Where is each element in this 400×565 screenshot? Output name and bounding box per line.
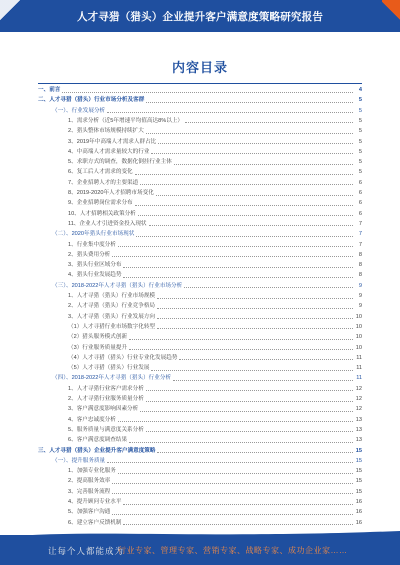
toc-leader-dots bbox=[118, 473, 353, 474]
toc-entry[interactable] bbox=[38, 179, 362, 187]
toc-entry[interactable] bbox=[38, 86, 362, 94]
toc-entry-page: 8 bbox=[358, 272, 362, 279]
toc-entry-title: （一）、提升服务质量 bbox=[52, 457, 106, 464]
toc-leader-dots bbox=[129, 349, 353, 350]
toc-entry[interactable] bbox=[38, 395, 362, 403]
toc-entry[interactable] bbox=[38, 488, 362, 496]
toc-entry-page: 11 bbox=[356, 365, 362, 372]
toc-entry-title: 4、中高端人才需求量较大的行业 bbox=[68, 148, 150, 155]
toc-leader-dots bbox=[112, 483, 353, 484]
toc-entry-page: 7 bbox=[358, 231, 362, 238]
toc-leader-dots bbox=[185, 122, 353, 123]
toc-entry-page: 5 bbox=[358, 159, 362, 166]
footer-slogan: 让每个人都能成为 bbox=[48, 546, 125, 556]
toc-entry[interactable] bbox=[38, 477, 362, 485]
toc-entry[interactable] bbox=[38, 168, 362, 176]
footer-tagline: 行业专家、管理专家、营销专家、战略专家、成功企业家…… bbox=[118, 546, 348, 555]
report-title: 人才寻猎（猎头）企业提升客户满意度策略研究报告 bbox=[76, 11, 324, 23]
toc-entry-title: （3）行业服务质量提升 bbox=[68, 344, 128, 351]
toc-entry[interactable] bbox=[38, 271, 362, 279]
toc-entry[interactable] bbox=[38, 333, 362, 341]
toc-entry-title: 5、求职方式的调查，数据化倒挂行业主体 bbox=[68, 159, 172, 166]
toc-entry[interactable] bbox=[38, 189, 362, 197]
toc-entry-title: 4、猎头行业发展趋势 bbox=[68, 272, 122, 279]
toc-leader-dots bbox=[151, 370, 353, 371]
toc-entry-page: 15 bbox=[355, 457, 362, 464]
toc-leader-dots bbox=[118, 421, 353, 422]
toc-entry-page: 4 bbox=[358, 87, 362, 93]
toc-leader-dots bbox=[129, 339, 353, 340]
toc-entry-title: 二、人才寻猎（猎头）行业市场分析及客群 bbox=[38, 97, 145, 104]
toc-entry[interactable] bbox=[38, 230, 362, 238]
toc-leader-dots bbox=[123, 504, 353, 505]
toc-entry-title: （4）人才寻猎（猎头）行业专业化发展趋势 bbox=[68, 354, 178, 361]
toc-leader-dots bbox=[184, 287, 353, 288]
toc-leader-dots bbox=[129, 442, 353, 443]
toc-entry-page: 5 bbox=[358, 148, 362, 155]
toc-entry-page: 5 bbox=[358, 128, 362, 135]
toc-entry[interactable] bbox=[38, 447, 362, 455]
toc-leader-dots bbox=[118, 246, 353, 247]
page-header bbox=[0, 0, 400, 32]
toc-entry-page: 6 bbox=[358, 210, 362, 217]
toc-entry[interactable] bbox=[38, 210, 362, 218]
toc-entry[interactable] bbox=[38, 117, 362, 125]
toc-entry[interactable] bbox=[38, 457, 362, 465]
toc-entry-page: 12 bbox=[355, 385, 362, 392]
toc-entry-page: 6 bbox=[358, 179, 362, 186]
toc-leader-dots bbox=[146, 102, 353, 103]
toc-entry[interactable] bbox=[38, 241, 362, 249]
toc-entry-page: 9 bbox=[358, 282, 362, 289]
toc-entry-title: （一）、行业发展分析 bbox=[52, 107, 106, 114]
toc-leader-dots bbox=[140, 184, 353, 185]
toc-leader-dots bbox=[135, 205, 353, 206]
toc-entry[interactable] bbox=[38, 261, 362, 269]
toc-entry-page: 16 bbox=[355, 519, 362, 526]
toc-entry-page: 8 bbox=[358, 262, 362, 269]
toc-entry[interactable] bbox=[38, 199, 362, 207]
toc-entry[interactable] bbox=[38, 498, 362, 506]
toc-entry-page: 9 bbox=[358, 303, 362, 310]
toc-entry-page: 13 bbox=[355, 426, 362, 433]
toc-entry-title: 5、加强客户沟通 bbox=[68, 509, 111, 516]
toc-entry[interactable] bbox=[38, 323, 362, 331]
toc-entry-title: 3、客户满意度影响因素分析 bbox=[68, 406, 139, 413]
toc-entry-page: 7 bbox=[358, 241, 362, 248]
toc-entry-title: （2）猎头服务模式创新 bbox=[68, 334, 128, 341]
toc-leader-dots bbox=[174, 164, 353, 165]
toc-entry-page: 5 bbox=[358, 169, 362, 176]
toc-entry-title: 8、2019-2020年人才招聘市场变化 bbox=[68, 190, 154, 196]
toc-entry[interactable] bbox=[38, 374, 362, 382]
toc-entry[interactable] bbox=[38, 344, 362, 352]
toc-leader-dots bbox=[136, 236, 353, 237]
toc-entry[interactable] bbox=[38, 251, 362, 259]
toc-entry-title: 6、建立客户反馈机制 bbox=[68, 519, 122, 526]
toc-entry-page: 15 bbox=[355, 447, 362, 454]
toc-entry-title: 9、企业招聘岗位需求分布 bbox=[68, 200, 133, 207]
toc-leader-dots bbox=[149, 225, 353, 226]
header-accent-right bbox=[382, 0, 400, 32]
toc-entry-page: 10 bbox=[355, 323, 362, 330]
toc-entry-page: 16 bbox=[355, 509, 362, 516]
toc-entry-title: 4、提升顾问专业水平 bbox=[68, 499, 122, 505]
toc-entry[interactable] bbox=[38, 138, 362, 146]
toc-entry-page: 6 bbox=[358, 190, 362, 196]
toc-entry-page: 12 bbox=[355, 396, 362, 402]
toc-entry[interactable] bbox=[38, 148, 362, 156]
toc-entry-title: 2、猎头费用分析 bbox=[68, 251, 111, 258]
toc-entry[interactable] bbox=[38, 405, 362, 413]
toc-entry-title: 3、2019年中高端人才需求人群占比 bbox=[68, 138, 157, 145]
toc-entry-title: 1、需求分析（近5年增速平均值高达8%以上） bbox=[68, 117, 183, 124]
toc-entry[interactable] bbox=[38, 416, 362, 424]
toc-leader-dots bbox=[151, 153, 353, 154]
toc-leader-dots bbox=[123, 277, 353, 278]
toc-entry-title: 1、行业集中度分析 bbox=[68, 241, 116, 248]
toc-entry-title: 3、人才寻猎（猎头）行业发展方向 bbox=[68, 313, 156, 320]
toc-entry-page: 8 bbox=[358, 251, 362, 258]
toc-entry[interactable] bbox=[38, 220, 362, 228]
toc-entry[interactable] bbox=[38, 302, 362, 310]
toc-entry-page: 12 bbox=[355, 406, 362, 413]
toc-entry-title: 2、提高服务效率 bbox=[68, 478, 111, 485]
toc-entry-page: 15 bbox=[355, 468, 362, 475]
toc-entry-title: 6、复工后人才需求的变化 bbox=[68, 169, 133, 176]
toc-entry-title: 7、企业招聘人才的主要渠道 bbox=[68, 179, 139, 186]
toc-entry-title: 6、客户满意度调查结果 bbox=[68, 437, 128, 444]
toc-entry[interactable] bbox=[38, 364, 362, 372]
toc-entry[interactable] bbox=[38, 467, 362, 475]
toc-entry-title: 2、猎头整体市场规模持续扩大 bbox=[68, 128, 144, 135]
toc-entry[interactable] bbox=[38, 354, 362, 362]
toc-entry-page: 6 bbox=[358, 200, 362, 207]
toc-entry-title: （5）人才寻猎（猎头）行业发展 bbox=[68, 365, 150, 372]
toc-entry-title: （1）人才寻猎行业市场数字化转型 bbox=[68, 323, 156, 330]
toc-entry-title: （三）、2018-2022年人才寻猎（猎头）行业市场分析 bbox=[52, 282, 183, 289]
toc-leader-dots bbox=[107, 462, 353, 463]
toc-leader-dots bbox=[156, 195, 353, 196]
toc-entry[interactable] bbox=[38, 282, 362, 290]
toc-entry-title: 1、人才寻猎行业客户需求分析 bbox=[68, 385, 144, 392]
toc-entry[interactable] bbox=[38, 508, 362, 516]
toc-leader-dots bbox=[157, 308, 353, 309]
toc-entry-page: 7 bbox=[358, 220, 362, 227]
toc-leader-dots bbox=[62, 92, 353, 93]
toc-leader-dots bbox=[158, 143, 353, 144]
toc-entry-page: 15 bbox=[355, 478, 362, 485]
toc-leader-dots bbox=[107, 112, 353, 113]
page-footer bbox=[0, 535, 400, 565]
toc-entry-title: 1、人才寻猎（猎头）行业市场规模 bbox=[68, 293, 156, 299]
toc-leader-dots bbox=[173, 380, 353, 381]
toc-leader-dots bbox=[146, 401, 353, 402]
toc-leader-dots bbox=[146, 431, 353, 432]
toc-divider bbox=[38, 83, 362, 84]
toc-entry[interactable] bbox=[38, 426, 362, 434]
toc-leader-dots bbox=[157, 328, 353, 329]
toc-entry-page: 9 bbox=[358, 293, 362, 299]
toc-leader-dots bbox=[157, 452, 353, 453]
toc-entry[interactable] bbox=[38, 127, 362, 135]
toc-leader-dots bbox=[146, 133, 353, 134]
toc-entry-page: 5 bbox=[358, 97, 362, 104]
toc-entry[interactable] bbox=[38, 96, 362, 104]
toc-leader-dots bbox=[112, 256, 353, 257]
toc-entry-page: 11 bbox=[356, 354, 362, 361]
toc-entry-title: 一、前言 bbox=[38, 87, 61, 93]
toc-entry[interactable] bbox=[38, 519, 362, 527]
toc-entry-page: 5 bbox=[358, 138, 362, 145]
toc-entry-page: 5 bbox=[358, 107, 362, 114]
toc-entry[interactable] bbox=[38, 292, 362, 300]
toc-entry-title: 3、完善服务流程 bbox=[68, 488, 111, 495]
toc-entry-title: （四）、2018-2022年人才寻猎（猎头）行业分析 bbox=[52, 375, 172, 382]
toc-entry-title: 2、人才寻猎（猎头）行业竞争格局 bbox=[68, 303, 156, 310]
toc-heading: 内容目录 bbox=[171, 60, 228, 75]
toc-entry[interactable] bbox=[38, 107, 362, 115]
toc-entry[interactable] bbox=[38, 158, 362, 166]
toc-entry-title: 4、客户忠诚度分析 bbox=[68, 416, 116, 423]
toc-leader-dots bbox=[112, 514, 353, 515]
toc-entry-page: 10 bbox=[355, 344, 362, 351]
toc-leader-dots bbox=[179, 359, 353, 360]
toc-leader-dots bbox=[146, 390, 353, 391]
toc-entry-page: 5 bbox=[358, 117, 362, 124]
toc-leader-dots bbox=[112, 493, 353, 494]
toc-entry-title: 10、人才招聘相关政策分析 bbox=[68, 210, 136, 217]
toc-entry-page: 10 bbox=[355, 313, 362, 320]
toc-entry-page: 13 bbox=[355, 416, 362, 423]
footer-wave-decoration bbox=[0, 529, 400, 537]
toc-entry-page: 16 bbox=[355, 499, 362, 505]
toc-entry-title: 2、人才寻猎行业服务质量分析 bbox=[68, 396, 144, 402]
toc-entry-title: 11、企业人才引进资金投入现状 bbox=[68, 220, 147, 227]
toc-entry-page: 15 bbox=[355, 488, 362, 495]
toc-entry[interactable] bbox=[38, 436, 362, 444]
toc-entry[interactable] bbox=[38, 313, 362, 321]
toc-leader-dots bbox=[140, 411, 353, 412]
table-of-contents bbox=[38, 86, 362, 534]
toc-entry-page: 11 bbox=[356, 375, 362, 382]
toc-entry-title: 三、人才寻猎（猎头）企业提升客户满意度策略 bbox=[38, 447, 156, 454]
toc-entry-title: （二）、2020年猎头行业市场现状 bbox=[52, 231, 135, 238]
toc-entry-title: 3、猎头行业区域分布 bbox=[68, 262, 122, 269]
toc-leader-dots bbox=[123, 267, 353, 268]
toc-entry-title: 5、服务质量与满意度关系分析 bbox=[68, 426, 144, 433]
toc-leader-dots bbox=[135, 174, 353, 175]
toc-entry-title: 1、加强专业化服务 bbox=[68, 468, 116, 475]
toc-entry[interactable] bbox=[38, 385, 362, 393]
toc-entry-page: 13 bbox=[355, 437, 362, 444]
toc-leader-dots bbox=[123, 524, 353, 525]
toc-leader-dots bbox=[157, 318, 353, 319]
toc-leader-dots bbox=[138, 215, 353, 216]
toc-leader-dots bbox=[157, 298, 353, 299]
toc-entry-page: 10 bbox=[355, 334, 362, 341]
